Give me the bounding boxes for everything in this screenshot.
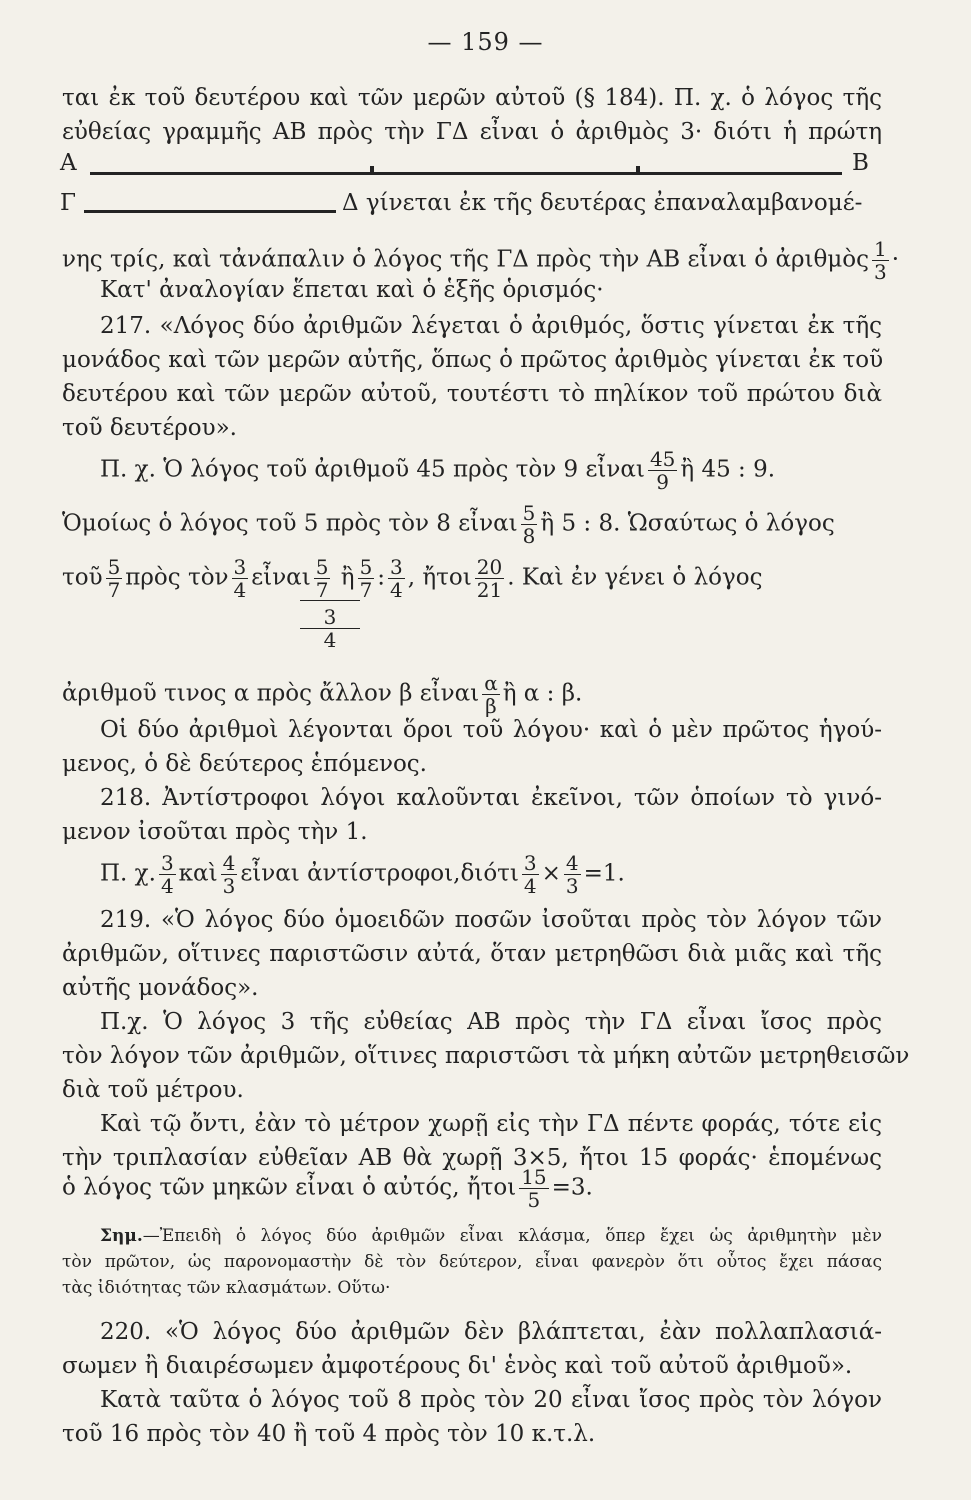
fraction-numerator: 3 [233,555,247,579]
text-span: πρὸς τὸν [125,564,229,591]
fraction [475,556,504,601]
segment-ab-line [90,172,842,175]
section-220-heading: 220. «Ὁ λόγος δύο ἀριθμῶν δὲν βλάπτεται, ἐὰν πολλαπλασιά- [100,1319,882,1345]
fraction [106,556,123,601]
fraction-numerator: 5 [359,555,373,579]
fraction-numerator: 5 [315,555,329,579]
text-span: τοῦ [62,564,103,591]
text-line: διὰ τοῦ μέτρου. [62,1077,244,1103]
fraction [519,1166,548,1211]
text-span: Π. χ. Ὁ λόγος τοῦ ἀριθμοῦ 45 πρὸς τὸν 9 εἶναι [100,456,645,483]
text-span: καὶ [178,860,218,887]
text-line: δευτέρου καὶ τῶν μερῶν αὐτοῦ, τουτέστι τὸ πηλίκον τοῦ πρώτου διὰ [62,381,882,407]
footnote-line: τὰς ἰδιότητας τῶν κλασμάτων. Οὕτω· [62,1278,391,1298]
fraction-numerator: 3 [390,555,403,579]
fraction [314,556,331,601]
text-span: Π. χ. [100,860,156,887]
text-line: αὐτῆς μονάδος». [62,975,259,1001]
example-line [100,448,882,493]
text-span: ὁ λόγος τῶν μηκῶν εἶναι ὁ αὐτός, ἤτοι [62,1174,517,1201]
text-span: —Ἐπειδὴ ὁ λόγος δύο ἀριθμῶν εἶναι κλάσμα, ὅπερ ἔχει ὡς ἀριθμητὴν μὲν [142,1226,882,1246]
fraction [221,852,238,897]
text-line: Οἱ δύο ἀριθμοὶ λέγονται ὅροι τοῦ λόγου· καὶ ὁ μὲν πρῶτος ἡγού- [100,717,882,743]
fraction-numerator: α [484,671,498,695]
fraction-denominator: 7 [359,578,373,602]
text-span: ἢ [340,564,355,591]
text-line: Κατὰ ταῦτα ὁ λόγος τοῦ 8 πρὸς τὸν 20 εἶναι ἴσος πρὸς τὸν λόγον [100,1387,882,1413]
footnote-line: τὸν πρῶτον, ὡς παρονομαστὴν δὲ τὸν δεύτερον, εἶναι φανερὸν ὅτι οὗτος ἔχει πάσας [62,1252,882,1272]
fraction-numerator: 4 [565,851,579,875]
fraction-numerator: 3 [523,851,537,875]
fraction-denominator: 4 [523,874,537,898]
text-line: τὴν τριπλασίαν εὐθεῖαν ΑΒ θὰ χωρῇ 3×5, ἤτοι 15 φοράς· ἑπομένως [62,1145,882,1171]
fraction-numerator: 45 [649,447,676,471]
text-span: εἶναι ἀντίστροφοι,διότι [240,860,519,887]
fraction-denominator: 3 [874,260,887,284]
text-line: μενος, ὁ δὲ δεύτερος ἑπόμενος. [62,751,427,777]
text-line: εὐθείας γραμμῆς ΑΒ πρὸς τὴν ΓΔ εἶναι ὁ ἀριθμὸς 3· διότι ἡ πρώτη [62,119,882,145]
text-span: × [541,860,561,887]
section-219-heading: 219. «Ὁ λόγος δύο ὁμοειδῶν ποσῶν ἰσοῦται πρὸς τὸν λόγον τῶν [100,907,882,933]
text-span: Ὁμοίως ὁ λόγος τοῦ 5 πρὸς τὸν 8 εἶναι [62,510,518,537]
text-line: Π.χ. Ὁ λόγος 3 τῆς εὐθείας ΑΒ πρὸς τὴν ΓΔ εἶναι ἴσος πρὸς [100,1009,882,1035]
fraction-denominator: 5 [527,1188,541,1212]
fraction-numerator: 5 [107,555,121,579]
segment-tick [636,166,640,175]
fraction-denominator: 4 [233,578,247,602]
text-span: ἢ 45 : 9. [680,456,776,483]
segment-label-b: Β [852,150,869,176]
section-218-heading: 218. Ἀντίστροφοι λόγοι καλοῦνται ἐκεῖνοι, τῶν ὁποίων τὸ γινό- [100,785,882,811]
fraction-denominator: 21 [476,578,503,602]
fraction-numerator: 15 [521,1165,547,1189]
text-line: τοῦ 16 πρὸς τὸν 40 ἢ τοῦ 4 πρὸς τὸν 10 κ.τ.λ. [62,1421,596,1447]
text-line [62,672,882,717]
text-line: Κατ' ἀναλογίαν ἕπεται καὶ ὁ ἑξῆς ὁρισμός· [100,277,604,303]
fraction [159,852,176,897]
text-line: ἀριθμῶν, οἵτινες παριστῶσιν αὐτά, ὅταν μετρηθῶσι διὰ μιᾶς καὶ τῆς [62,941,882,967]
fraction-denominator: 3 [565,874,579,898]
fraction-numerator: 4 [222,851,236,875]
fraction-numerator: 3 [160,851,174,875]
footnote-line [100,1224,882,1248]
text-span: . Καὶ ἐν γένει ὁ λόγος [507,564,763,591]
text-span: : [377,564,386,591]
fraction-denominator: 7 [107,578,121,602]
fraction-denominator: 4 [390,578,403,602]
note-label: Σημ. [100,1226,143,1246]
fraction [522,852,539,897]
fraction-denominator: 8 [522,524,536,548]
compound-fraction-bar [300,600,360,601]
fraction-denominator: 4 [160,874,174,898]
text-span: ἢ 5 : 8. Ὡσαύτως ὁ λόγος [540,510,835,537]
segment-label-d-text: Δ γίνεται ἐκ τῆς δευτέρας ἐπαναλαμβανομέ- [342,190,863,216]
text-line: ται ἐκ τοῦ δευτέρου καὶ τῶν μερῶν αὐτοῦ (§ 184). Π. χ. ὁ λόγος τῆς [62,85,882,111]
segment-tick [370,166,374,175]
text-line: Καὶ τῷ ὄντι, ἐὰν τὸ μέτρον χωρῇ εἰς τὴν ΓΔ πέντε φοράς, τότε εἰς [100,1111,882,1137]
fraction [521,502,538,547]
fraction-denominator: 7 [315,578,329,602]
segment-label-a: Α [60,150,77,176]
fraction [232,556,249,601]
fraction [482,672,500,717]
fraction-denominator: β [485,694,497,718]
text-span: νης τρίς, καὶ τἀνάπαλιν ὁ λόγος τῆς ΓΔ πρὸς τὴν ΑΒ εἶναι ὁ ἀριθμὸς [62,246,870,273]
text-span: ἀριθμοῦ τινος α πρὸς ἄλλον β εἶναι [62,680,480,707]
fraction-denominator: 3 [222,874,236,898]
text-span: =3. [551,1174,593,1201]
fraction [648,448,677,493]
text-line: τὸν λόγον τῶν ἀριθμῶν, οἵτινες παριστῶσι τὰ μήκη αὐτῶν μετρηθεισῶν [62,1043,910,1069]
text-line: μενον ἰσοῦται πρὸς τὴν 1. [62,819,368,845]
compound-denominator: 3 4 [300,606,360,651]
fraction [358,556,375,601]
fraction-numerator: 5 [522,501,536,525]
page-number: — 159 — [427,28,544,56]
text-line: μονάδος καὶ τῶν μερῶν αὐτῆς, ὅπως ὁ πρῶτος ἀριθμὸς γίνεται ἐκ τοῦ [62,347,884,373]
fraction [564,852,581,897]
text-span: =1. [583,860,625,887]
text-line [62,1166,882,1211]
text-span: , ἤτοι [407,564,472,591]
segment-gd-line [84,210,336,213]
example-line [100,852,882,897]
text-line: τοῦ δευτέρου». [62,415,237,441]
text-line: σωμεν ἢ διαιρέσωμεν ἀμφοτέρους δι' ἑνὸς καὶ τοῦ αὐτοῦ ἀριθμοῦ». [62,1353,853,1379]
text-span: ἢ α : β. [502,680,583,707]
section-217-heading: 217. «Λόγος δύο ἀριθμῶν λέγεται ὁ ἀριθμός, ὅστις γίνεται ἐκ τῆς [100,313,882,339]
segment-label-g: Γ [60,190,76,216]
fraction [388,556,405,601]
fraction-numerator: 20 [476,555,503,579]
fraction-denominator: 9 [656,470,670,494]
text-line: νης τρίς, καὶ τἀνάπαλιν ὁ λόγος τῆς ΓΔ πρὸς τὴν ΑΒ εἶναι ὁ ἀριθμὸς $\frac{1}{3}$ · [62,237,900,284]
example-line [62,502,882,547]
fraction-numerator: 1 [874,237,887,261]
text-span: εἶναι [251,564,311,591]
compound-fraction-line [62,556,882,601]
